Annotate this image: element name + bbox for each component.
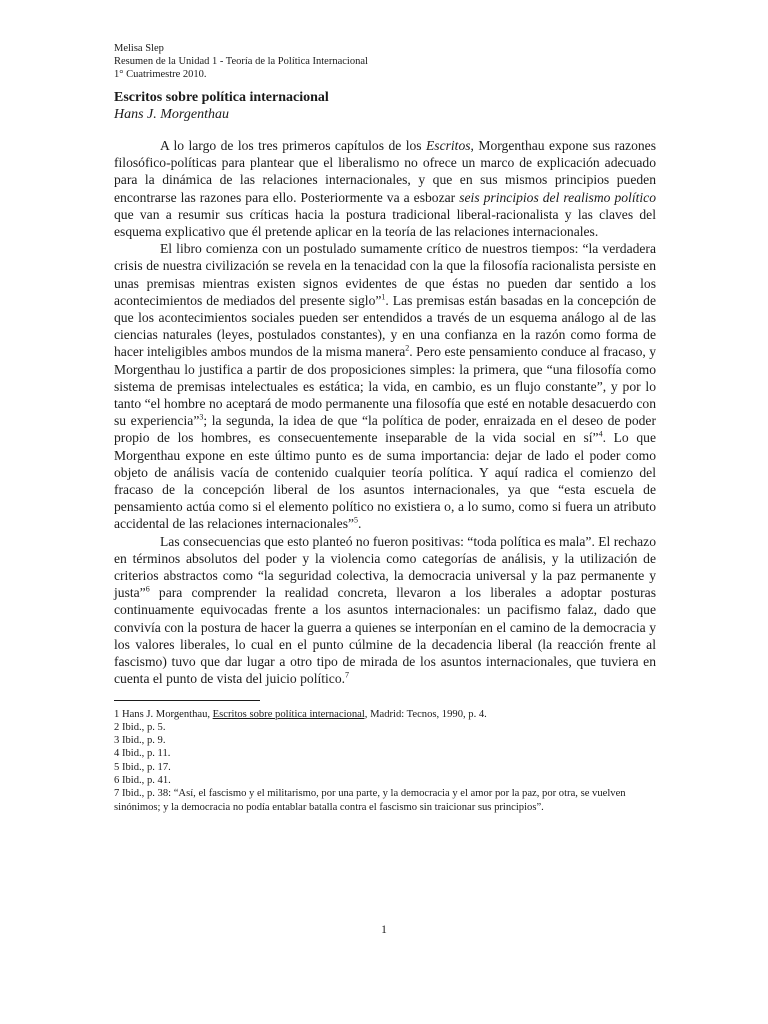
paragraph	[114, 240, 656, 532]
document-header	[114, 42, 656, 81]
text-run: 6 Ibid., p. 41.	[114, 774, 171, 786]
text-run: 4 Ibid., p. 11.	[114, 748, 171, 760]
cited-title: Escritos sobre política internacional,	[212, 708, 368, 720]
text-run: Madrid: Tecnos, 1990, p. 4.	[367, 708, 487, 720]
paragraph	[114, 137, 656, 240]
text-run: 3 Ibid., p. 9.	[114, 735, 166, 747]
text-run: 7 Ibid., p. 38: “Así, el fascismo y el militarismo, por una parte, y la democracia y el amor por la paz, por otra, se vuelven sinónimos; y la democracia no podía entablar batalla contra el fascismo sin traicionar sus principios”.	[114, 788, 626, 813]
text-run: A lo largo de los tres primeros capítulos de los	[160, 138, 426, 153]
footnote-reference: 5	[354, 515, 359, 525]
text-run: que van a resumir sus críticas hacia la postura tradicional liberal-racionalista y las claves del esquema explicativo que él pretende aplicar en la teoría de las relaciones internacionales.	[114, 206, 656, 240]
footnote	[114, 761, 656, 774]
paragraph	[114, 533, 656, 688]
footnote-reference: 6	[145, 584, 150, 594]
text-run: , Morgenthau expone sus razones filosófico-políticas para plantear que el liberalismo no ofrece un marco de explicación adecuado para la dinámica de las relaciones internacionales, y que en sus mismos principios pueden encontrarse las razones para ello. Posteriormente va a esbozar	[114, 138, 656, 205]
text-run: . Las premisas están basadas en la concepción de que los acontecimientos sociales pueden ser entendidos a través de un esquema análogo al de las ciencias naturales (leyes, postulados constantes), y en una confianza en la razón como forma de hacer inteligibles ambos mundos de la misma manera	[114, 292, 657, 360]
academic-term: 1° Cuatrimestre 2010.	[114, 69, 207, 80]
book-author: Hans J. Morgenthau	[114, 107, 229, 122]
text-run: ; la segunda, la idea de que “la política de poder, enraizada en el deseo de poder propio de los hombres, es consecuentemente inseparable de la vida social en sí”	[114, 413, 656, 446]
italic-text: Escritos	[425, 138, 471, 153]
text-run: 1 Hans J. Morgenthau,	[114, 708, 213, 720]
text-run: 5 Ibid., p. 17.	[114, 761, 171, 773]
text-run: El libro comienza con un postulado sumamente crítico de nuestros tiempos: “la verdadera crisis de nuestra civilización se revela en la tenacidad con la que la filosofía racionalista persiste en unas premisas mientras existen signos evidentes de que éstas no pueden dar sentido a los acontecimientos de mediados del presente siglo”	[114, 241, 656, 308]
text-run: .	[358, 516, 362, 532]
footnote-reference: 1	[381, 292, 386, 302]
text-run: Las consecuencias que esto planteó no fueron positivas: “toda política es mala”. El rechazo en términos absolutos del poder y la violencia como categorías de análisis, y la utilización de criterios abstractos como “la seguridad colectiva, la democracia universal y la paz permanente y justa”	[114, 533, 656, 601]
footnote	[114, 734, 656, 747]
document-title: Escritos sobre política internacional	[114, 90, 329, 105]
body-text	[114, 137, 656, 688]
student-name: Melisa Slep	[114, 43, 164, 54]
footnote	[114, 747, 656, 760]
footnote	[114, 774, 656, 787]
text-run: 2 Ibid., p. 5.	[114, 721, 166, 733]
text-run: para comprender la realidad concreta, llevaron a los liberales a adoptar posturas continuamente equivocadas frente a los asuntos internacionales: un pacifismo falaz, dado que convivía con la postura de hacer la guerra a quienes se interponían en el camino de la democracia y los valores liberales, lo cual en el punto cúlmine de la decadencia liberal (la reacción frente al fascismo) tuvo que dar lugar a otro tipo de mirada de los asuntos internacionales, que tuviera en cuenta el punto de vista del juicio político.	[114, 585, 656, 687]
footnote	[114, 787, 656, 814]
text-run: . Lo que Morgenthau expone en este último punto es de suma importancia: dejar de lado el poder como objeto de análisis vacía de contenido cualquier teoría política. Y aquí radica el comienzo del fracaso de la concepción liberal de los asuntos internacionales, ya que “esta escuela de pensamiento actúa como si el elemento político no existiera o, a lo sumo, como si fuera un atributo accidental de las relaciones internacionales”	[114, 430, 656, 532]
footnote	[114, 721, 656, 734]
footnote-reference: 4	[598, 429, 603, 439]
footnote-reference: 2	[405, 343, 410, 353]
italic-text: seis principios del realismo político	[459, 189, 656, 205]
footnotes	[114, 708, 656, 814]
course-subject: Resumen de la Unidad 1 - Teoría de la Política Internacional	[114, 56, 368, 67]
footnote-reference: 7	[345, 670, 350, 680]
footnote-reference: 3	[199, 412, 204, 422]
footnote	[114, 708, 656, 721]
footnote-separator	[114, 700, 260, 701]
text-run: . Pero este pensamiento conduce al fracaso, y Morgenthau lo justifica a partir de dos proposiciones simples: la primera, que “una filosofía como sistema de premisas intelectuales es estática; la vida, en cambio, es un flujo constante”, y por lo tanto “el hombre no aceptará de modo permanente una filosofía que esté en notable desacuerdo con su experiencia”	[114, 344, 656, 429]
page-number: 1	[381, 924, 387, 936]
